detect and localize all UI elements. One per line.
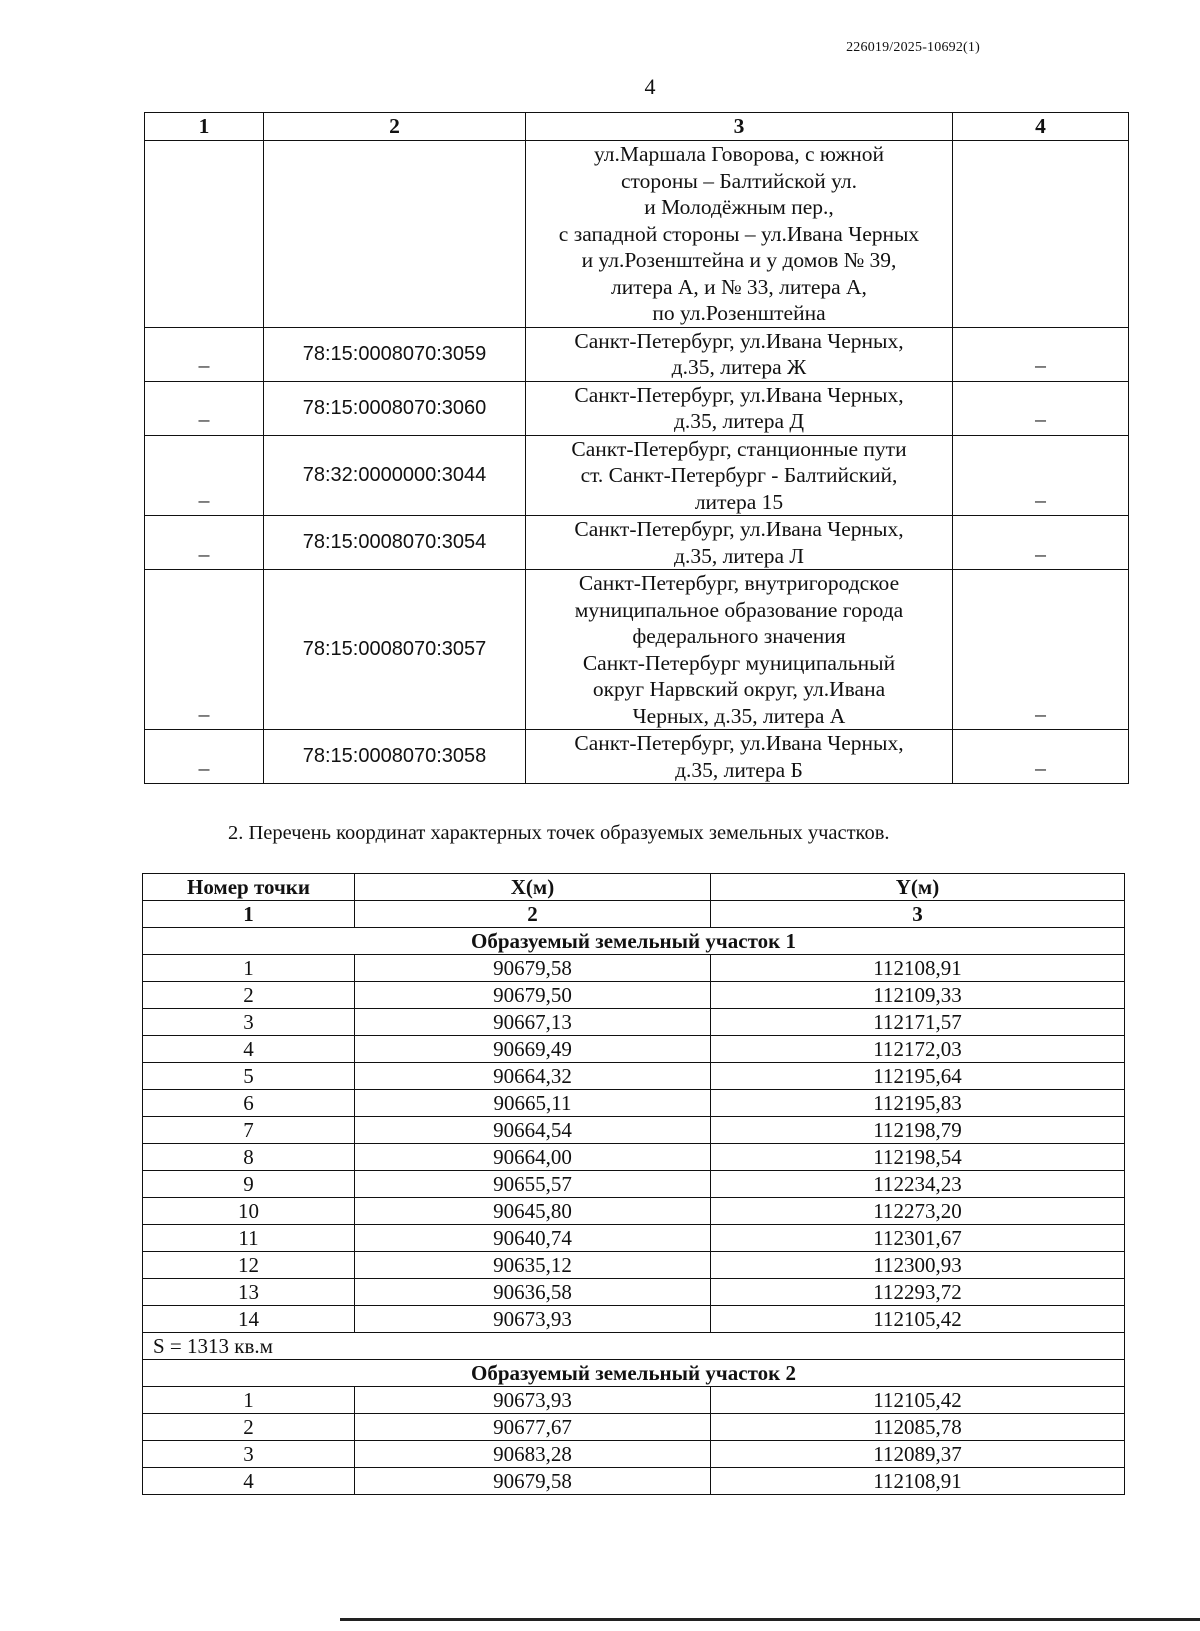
x-coordinate: 90669,49 xyxy=(355,1036,711,1063)
point-number: 5 xyxy=(143,1063,355,1090)
cadastral-number: 78:15:0008070:3057 xyxy=(264,570,526,730)
y-coordinate: 112089,37 xyxy=(711,1441,1125,1468)
address-line: д.35, литера Л xyxy=(674,543,804,568)
x-coordinate: 90664,54 xyxy=(355,1117,711,1144)
address-line: Санкт-Петербург, ул.Ивана Черных, xyxy=(574,731,904,755)
plot-title-row xyxy=(143,928,1125,955)
point-number: 6 xyxy=(143,1090,355,1117)
cadastral-number: 78:15:0008070:3054 xyxy=(264,516,526,570)
table-header-row xyxy=(143,874,1125,901)
x-coordinate: 90655,57 xyxy=(355,1171,711,1198)
table-row xyxy=(145,730,1129,784)
table-row xyxy=(143,1306,1125,1333)
address-line: Черных, д.35, литера А xyxy=(632,703,846,728)
x-coordinate: 90679,50 xyxy=(355,982,711,1009)
address-cell xyxy=(526,381,953,435)
x-coordinate: 90679,58 xyxy=(355,955,711,982)
column-header: Y(м) xyxy=(711,874,1125,901)
table-row xyxy=(143,1090,1125,1117)
plot-title: Образуемый земельный участок 2 xyxy=(143,1360,1125,1387)
page-number: 4 xyxy=(644,74,656,99)
x-coordinate: 90683,28 xyxy=(355,1441,711,1468)
column-number: 1 xyxy=(143,901,355,928)
y-coordinate: 112108,91 xyxy=(711,1468,1125,1495)
y-coordinate: 112195,83 xyxy=(711,1090,1125,1117)
address-cell xyxy=(526,730,953,784)
address-line: Санкт-Петербург, ул.Ивана Черных, xyxy=(574,328,904,353)
row-dash: – xyxy=(145,570,264,730)
cadastral-number: 78:15:0008070:3060 xyxy=(264,381,526,435)
table-row xyxy=(143,1468,1125,1495)
y-coordinate: 112105,42 xyxy=(711,1387,1125,1414)
x-coordinate: 90636,58 xyxy=(355,1279,711,1306)
x-coordinate: 90677,67 xyxy=(355,1414,711,1441)
x-coordinate: 90673,93 xyxy=(355,1387,711,1414)
table-row xyxy=(143,1144,1125,1171)
table-cell xyxy=(264,141,526,328)
point-number: 3 xyxy=(143,1009,355,1036)
table-row xyxy=(145,435,1129,516)
point-number: 1 xyxy=(143,1387,355,1414)
column-header: 2 xyxy=(264,113,526,141)
address-line: ул.Маршала Говорова, с южной xyxy=(593,142,885,166)
address-line: Санкт-Петербург, ул.Ивана Черных, xyxy=(574,382,904,407)
point-number: 2 xyxy=(143,982,355,1009)
bottom-rule xyxy=(340,1618,1200,1621)
address-line: литера 15 xyxy=(694,489,784,514)
column-header: Номер точки xyxy=(143,874,355,901)
point-number: 3 xyxy=(143,1441,355,1468)
address-line: д.35, литера Ж xyxy=(671,355,807,379)
x-coordinate: 90645,80 xyxy=(355,1198,711,1225)
address-line: Санкт-Петербург, ул.Ивана Черных, xyxy=(574,517,904,541)
table-row xyxy=(145,570,1129,730)
row-dash: – xyxy=(953,435,1129,516)
row-dash: – xyxy=(145,730,264,784)
address-line: Санкт-Петербург муниципальный xyxy=(582,650,896,675)
point-number: 4 xyxy=(143,1468,355,1495)
table-row xyxy=(143,955,1125,982)
address-line: федерального значения xyxy=(632,624,846,648)
area-row xyxy=(143,1333,1125,1360)
point-number: 8 xyxy=(143,1144,355,1171)
address-line: Санкт-Петербург, станционные пути xyxy=(571,436,907,461)
y-coordinate: 112108,91 xyxy=(711,955,1125,982)
table-row xyxy=(145,141,1129,328)
row-dash: – xyxy=(953,327,1129,381)
row-dash: – xyxy=(953,381,1129,435)
x-coordinate: 90673,93 xyxy=(355,1306,711,1333)
address-line: д.35, литера Д xyxy=(673,409,805,433)
row-dash: – xyxy=(953,516,1129,570)
column-header: 3 xyxy=(526,113,953,141)
x-coordinate: 90664,32 xyxy=(355,1063,711,1090)
table-row xyxy=(143,1198,1125,1225)
cadastral-number: 78:15:0008070:3058 xyxy=(264,730,526,784)
column-header: 1 xyxy=(145,113,264,141)
area-value: S = 1313 кв.м xyxy=(143,1333,1125,1360)
y-coordinate: 112198,54 xyxy=(711,1144,1125,1171)
address-cell xyxy=(526,327,953,381)
plot-title-row xyxy=(143,1360,1125,1387)
cadastral-number: 78:15:0008070:3059 xyxy=(264,327,526,381)
x-coordinate: 90664,00 xyxy=(355,1144,711,1171)
plot-title: Образуемый земельный участок 1 xyxy=(143,928,1125,955)
point-number: 9 xyxy=(143,1171,355,1198)
point-number: 13 xyxy=(143,1279,355,1306)
address-line: и ул.Розенштейна и у домов № 39, xyxy=(581,248,897,272)
address-cell xyxy=(526,516,953,570)
column-header: X(м) xyxy=(355,874,711,901)
address-cell xyxy=(526,435,953,516)
table-row xyxy=(143,1279,1125,1306)
column-number: 2 xyxy=(355,901,711,928)
address-line: стороны – Балтийской ул. xyxy=(620,168,857,193)
table-row xyxy=(143,1414,1125,1441)
y-coordinate: 112198,79 xyxy=(711,1117,1125,1144)
column-number-row xyxy=(143,901,1125,928)
y-coordinate: 112085,78 xyxy=(711,1414,1125,1441)
y-coordinate: 112301,67 xyxy=(711,1225,1125,1252)
table-row xyxy=(145,381,1129,435)
table-row xyxy=(143,1387,1125,1414)
point-number: 12 xyxy=(143,1252,355,1279)
table-row xyxy=(143,1009,1125,1036)
y-coordinate: 112293,72 xyxy=(711,1279,1125,1306)
address-line: и Молодёжным пер., xyxy=(644,195,834,219)
row-dash: – xyxy=(953,570,1129,730)
section-title: 2. Перечень координат характерных точек образуемых земельных участков. xyxy=(228,822,890,844)
x-coordinate: 90679,58 xyxy=(355,1468,711,1495)
row-dash: – xyxy=(145,381,264,435)
row-dash: – xyxy=(145,516,264,570)
y-coordinate: 112234,23 xyxy=(711,1171,1125,1198)
x-coordinate: 90635,12 xyxy=(355,1252,711,1279)
point-number: 1 xyxy=(143,955,355,982)
table-cell xyxy=(953,141,1129,328)
row-dash: – xyxy=(145,327,264,381)
row-dash: – xyxy=(145,435,264,516)
address-cell xyxy=(526,570,953,730)
address-line: муниципальное образование города xyxy=(574,597,904,622)
cadastral-number: 78:32:0000000:3044 xyxy=(264,435,526,516)
address-line: ст. Санкт-Петербург - Балтийский, xyxy=(580,463,898,487)
table-row xyxy=(143,982,1125,1009)
x-coordinate: 90667,13 xyxy=(355,1009,711,1036)
point-number: 4 xyxy=(143,1036,355,1063)
row-dash: – xyxy=(953,730,1129,784)
point-number: 11 xyxy=(143,1225,355,1252)
address-line: д.35, литера Б xyxy=(675,757,803,782)
table-row xyxy=(143,1252,1125,1279)
y-coordinate: 112172,03 xyxy=(711,1036,1125,1063)
y-coordinate: 112300,93 xyxy=(711,1252,1125,1279)
x-coordinate: 90665,11 xyxy=(355,1090,711,1117)
y-coordinate: 112105,42 xyxy=(711,1306,1125,1333)
point-number: 14 xyxy=(143,1306,355,1333)
address-line: литера А, и № 33, литера А, xyxy=(611,274,867,299)
table-row xyxy=(143,1063,1125,1090)
continued-address-cell xyxy=(526,141,953,328)
point-number: 2 xyxy=(143,1414,355,1441)
table-cell xyxy=(145,141,264,328)
table-row xyxy=(143,1225,1125,1252)
address-line: по ул.Розенштейна xyxy=(652,301,826,325)
objects-table xyxy=(144,112,1129,784)
y-coordinate: 112273,20 xyxy=(711,1198,1125,1225)
x-coordinate: 90640,74 xyxy=(355,1225,711,1252)
address-line: Санкт-Петербург, внутригородское xyxy=(578,571,900,595)
y-coordinate: 112171,57 xyxy=(711,1009,1125,1036)
address-line: с западной стороны – ул.Ивана Черных xyxy=(558,221,920,246)
table-row xyxy=(145,327,1129,381)
table-row xyxy=(143,1171,1125,1198)
document-number: 226019/2025-10692(1) xyxy=(846,40,980,55)
column-header: 4 xyxy=(953,113,1129,141)
address-line: округ Нарвский округ, ул.Ивана xyxy=(592,677,886,701)
table-row xyxy=(143,1036,1125,1063)
column-number: 3 xyxy=(711,901,1125,928)
y-coordinate: 112195,64 xyxy=(711,1063,1125,1090)
y-coordinate: 112109,33 xyxy=(711,982,1125,1009)
table-row xyxy=(145,516,1129,570)
point-number: 7 xyxy=(143,1117,355,1144)
table-row xyxy=(143,1441,1125,1468)
point-number: 10 xyxy=(143,1198,355,1225)
coordinates-table xyxy=(142,873,1125,1495)
table-header-row xyxy=(145,113,1129,141)
table-row xyxy=(143,1117,1125,1144)
